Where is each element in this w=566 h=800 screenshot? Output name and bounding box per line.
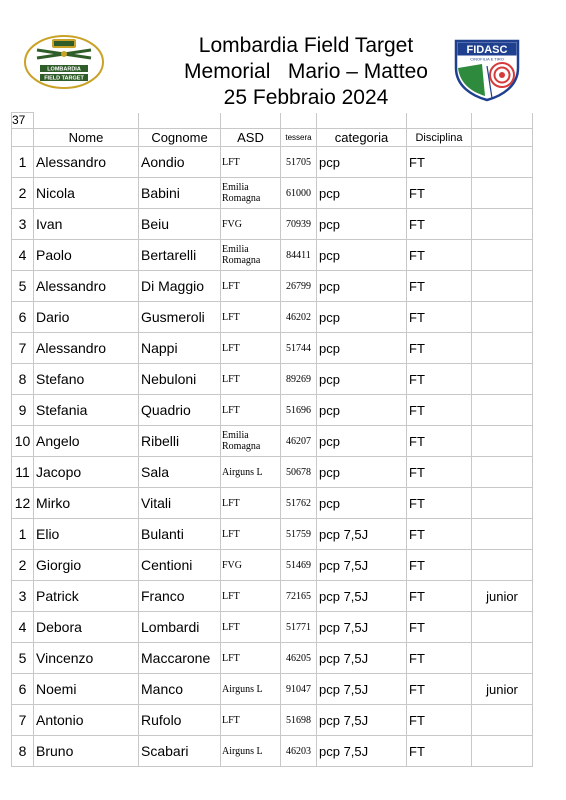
header-tessera: tessera — [281, 129, 317, 147]
category: pcp — [317, 209, 407, 240]
club: LFT — [221, 519, 281, 550]
table-row — [12, 643, 533, 674]
first-name: Mirko — [34, 488, 139, 519]
first-name: Alessandro — [34, 271, 139, 302]
club: Emilia Romagna — [221, 178, 281, 209]
row-number: 5 — [12, 643, 34, 674]
club: LFT — [221, 147, 281, 178]
last-name: Quadrio — [139, 395, 221, 426]
club: Emilia Romagna — [221, 240, 281, 271]
note: junior — [472, 581, 533, 612]
table-row — [12, 147, 533, 178]
club: Airguns L — [221, 674, 281, 705]
note — [472, 736, 533, 767]
row-number: 7 — [12, 705, 34, 736]
first-name: Noemi — [34, 674, 139, 705]
row-number: 8 — [12, 736, 34, 767]
note — [472, 364, 533, 395]
first-name: Alessandro — [34, 333, 139, 364]
header-note — [472, 129, 533, 147]
last-name: Vitali — [139, 488, 221, 519]
table-row — [12, 209, 533, 240]
row-number: 8 — [12, 364, 34, 395]
discipline: FT — [407, 519, 472, 550]
title-line-2: Memorial Mario – Matteo — [184, 60, 428, 83]
club: LFT — [221, 395, 281, 426]
fidasc-logo — [452, 38, 522, 102]
club: Emilia Romagna — [221, 426, 281, 457]
discipline: FT — [407, 426, 472, 457]
logo-left-line1: LOMBARDIA — [47, 66, 81, 73]
discipline: FT — [407, 643, 472, 674]
membership-number: 51762 — [281, 488, 317, 519]
category: pcp — [317, 271, 407, 302]
membership-number: 89269 — [281, 364, 317, 395]
first-name: Dario — [34, 302, 139, 333]
category: pcp — [317, 426, 407, 457]
membership-number: 26799 — [281, 271, 317, 302]
category: pcp 7,5J — [317, 612, 407, 643]
header-categoria: categoria — [317, 129, 407, 147]
note — [472, 333, 533, 364]
category: pcp — [317, 488, 407, 519]
table-row — [12, 333, 533, 364]
table-row — [12, 519, 533, 550]
table-row — [12, 271, 533, 302]
category: pcp 7,5J — [317, 581, 407, 612]
table-row — [12, 612, 533, 643]
first-name: Stefano — [34, 364, 139, 395]
discipline: FT — [407, 271, 472, 302]
row-number: 4 — [12, 240, 34, 271]
row-number: 5 — [12, 271, 34, 302]
last-name: Nappi — [139, 333, 221, 364]
table-row — [12, 364, 533, 395]
club: LFT — [221, 643, 281, 674]
title-line-1: Lombardia Field Target — [198, 34, 414, 57]
membership-number: 51696 — [281, 395, 317, 426]
last-name: Scabari — [139, 736, 221, 767]
row-number: 11 — [12, 457, 34, 488]
membership-number: 91047 — [281, 674, 317, 705]
discipline: FT — [407, 488, 472, 519]
discipline: FT — [407, 581, 472, 612]
note — [472, 612, 533, 643]
first-name: Angelo — [34, 426, 139, 457]
membership-number: 50678 — [281, 457, 317, 488]
row-number: 3 — [12, 581, 34, 612]
club: LFT — [221, 364, 281, 395]
discipline: FT — [407, 736, 472, 767]
discipline: FT — [407, 612, 472, 643]
row-number: 2 — [12, 178, 34, 209]
last-name: Sala — [139, 457, 221, 488]
note — [472, 209, 533, 240]
row-number: 3 — [12, 209, 34, 240]
category: pcp — [317, 178, 407, 209]
discipline: FT — [407, 147, 472, 178]
last-name: Centioni — [139, 550, 221, 581]
club: Airguns L — [221, 736, 281, 767]
discipline: FT — [407, 209, 472, 240]
discipline: FT — [407, 457, 472, 488]
discipline: FT — [407, 705, 472, 736]
category: pcp — [317, 457, 407, 488]
note — [472, 643, 533, 674]
first-name: Nicola — [34, 178, 139, 209]
participant-count: 37 — [12, 113, 34, 129]
logo-right-sub: CINOFILIA E TIRO — [470, 56, 504, 62]
header-number — [12, 129, 34, 147]
membership-number: 51469 — [281, 550, 317, 581]
last-name: Babini — [139, 178, 221, 209]
table-row — [12, 240, 533, 271]
row-number: 6 — [12, 674, 34, 705]
row-number: 9 — [12, 395, 34, 426]
header-cognome: Cognome — [139, 129, 221, 147]
note — [472, 457, 533, 488]
first-name: Antonio — [34, 705, 139, 736]
membership-number: 84411 — [281, 240, 317, 271]
category: pcp — [317, 240, 407, 271]
note — [472, 488, 533, 519]
first-name: Bruno — [34, 736, 139, 767]
membership-number: 51759 — [281, 519, 317, 550]
table-row — [12, 705, 533, 736]
table-row — [12, 736, 533, 767]
header-disciplina: Disciplina — [407, 129, 472, 147]
note: junior — [472, 674, 533, 705]
membership-number: 51744 — [281, 333, 317, 364]
discipline: FT — [407, 178, 472, 209]
row-number: 10 — [12, 426, 34, 457]
last-name: Lombardi — [139, 612, 221, 643]
logo-right-name: FIDASC — [466, 44, 508, 56]
discipline: FT — [407, 550, 472, 581]
lombardia-field-target-logo — [23, 34, 105, 90]
category: pcp 7,5J — [317, 736, 407, 767]
header-asd: ASD — [221, 129, 281, 147]
note — [472, 271, 533, 302]
discipline: FT — [407, 395, 472, 426]
membership-number: 51698 — [281, 705, 317, 736]
club: LFT — [221, 581, 281, 612]
discipline: FT — [407, 364, 472, 395]
first-name: Debora — [34, 612, 139, 643]
table-row — [12, 302, 533, 333]
club: FVG — [221, 550, 281, 581]
note — [472, 147, 533, 178]
membership-number: 70939 — [281, 209, 317, 240]
club: LFT — [221, 612, 281, 643]
category: pcp — [317, 395, 407, 426]
note — [472, 426, 533, 457]
category: pcp — [317, 147, 407, 178]
first-name: Patrick — [34, 581, 139, 612]
membership-number: 51771 — [281, 612, 317, 643]
note — [472, 302, 533, 333]
membership-number: 72165 — [281, 581, 317, 612]
note — [472, 550, 533, 581]
membership-number: 51705 — [281, 147, 317, 178]
category: pcp 7,5J — [317, 519, 407, 550]
table-row — [12, 488, 533, 519]
table-row — [12, 178, 533, 209]
table-row — [12, 581, 533, 612]
table-row — [12, 550, 533, 581]
first-name: Jacopo — [34, 457, 139, 488]
membership-number: 46203 — [281, 736, 317, 767]
row-number: 7 — [12, 333, 34, 364]
last-name: Bulanti — [139, 519, 221, 550]
club: FVG — [221, 209, 281, 240]
table-row — [12, 426, 533, 457]
discipline: FT — [407, 302, 472, 333]
note — [472, 240, 533, 271]
club: Airguns L — [221, 457, 281, 488]
note — [472, 705, 533, 736]
last-name: Ribelli — [139, 426, 221, 457]
category: pcp 7,5J — [317, 674, 407, 705]
club: LFT — [221, 488, 281, 519]
row-number: 4 — [12, 612, 34, 643]
note — [472, 178, 533, 209]
page-title — [160, 33, 452, 111]
first-name: Giorgio — [34, 550, 139, 581]
category: pcp — [317, 364, 407, 395]
category: pcp — [317, 333, 407, 364]
last-name: Aondio — [139, 147, 221, 178]
header-nome: Nome — [34, 129, 139, 147]
last-name: Maccarone — [139, 643, 221, 674]
category: pcp 7,5J — [317, 705, 407, 736]
club: LFT — [221, 302, 281, 333]
table-row — [12, 395, 533, 426]
first-name: Stefania — [34, 395, 139, 426]
row-number: 2 — [12, 550, 34, 581]
last-name: Bertarelli — [139, 240, 221, 271]
header-row — [12, 129, 533, 147]
category: pcp 7,5J — [317, 550, 407, 581]
first-name: Paolo — [34, 240, 139, 271]
last-name: Nebuloni — [139, 364, 221, 395]
membership-number: 46207 — [281, 426, 317, 457]
first-name: Elio — [34, 519, 139, 550]
membership-number: 46205 — [281, 643, 317, 674]
row-number: 1 — [12, 147, 34, 178]
count-row — [12, 113, 533, 129]
table-row — [12, 457, 533, 488]
row-number: 1 — [12, 519, 34, 550]
discipline: FT — [407, 333, 472, 364]
first-name: Alessandro — [34, 147, 139, 178]
last-name: Beiu — [139, 209, 221, 240]
participants-table — [11, 112, 533, 767]
club: LFT — [221, 271, 281, 302]
club: LFT — [221, 333, 281, 364]
row-number: 6 — [12, 302, 34, 333]
discipline: FT — [407, 674, 472, 705]
note — [472, 395, 533, 426]
last-name: Manco — [139, 674, 221, 705]
last-name: Rufolo — [139, 705, 221, 736]
last-name: Di Maggio — [139, 271, 221, 302]
last-name: Franco — [139, 581, 221, 612]
membership-number: 46202 — [281, 302, 317, 333]
last-name: Gusmeroli — [139, 302, 221, 333]
first-name: Vincenzo — [34, 643, 139, 674]
club: LFT — [221, 705, 281, 736]
membership-number: 61000 — [281, 178, 317, 209]
category: pcp — [317, 302, 407, 333]
discipline: FT — [407, 240, 472, 271]
first-name: Ivan — [34, 209, 139, 240]
title-line-3: 25 Febbraio 2024 — [223, 86, 389, 109]
note — [472, 519, 533, 550]
row-number: 12 — [12, 488, 34, 519]
logo-left-line2: FIELD TARGET — [44, 75, 84, 82]
table-row — [12, 674, 533, 705]
category: pcp 7,5J — [317, 643, 407, 674]
